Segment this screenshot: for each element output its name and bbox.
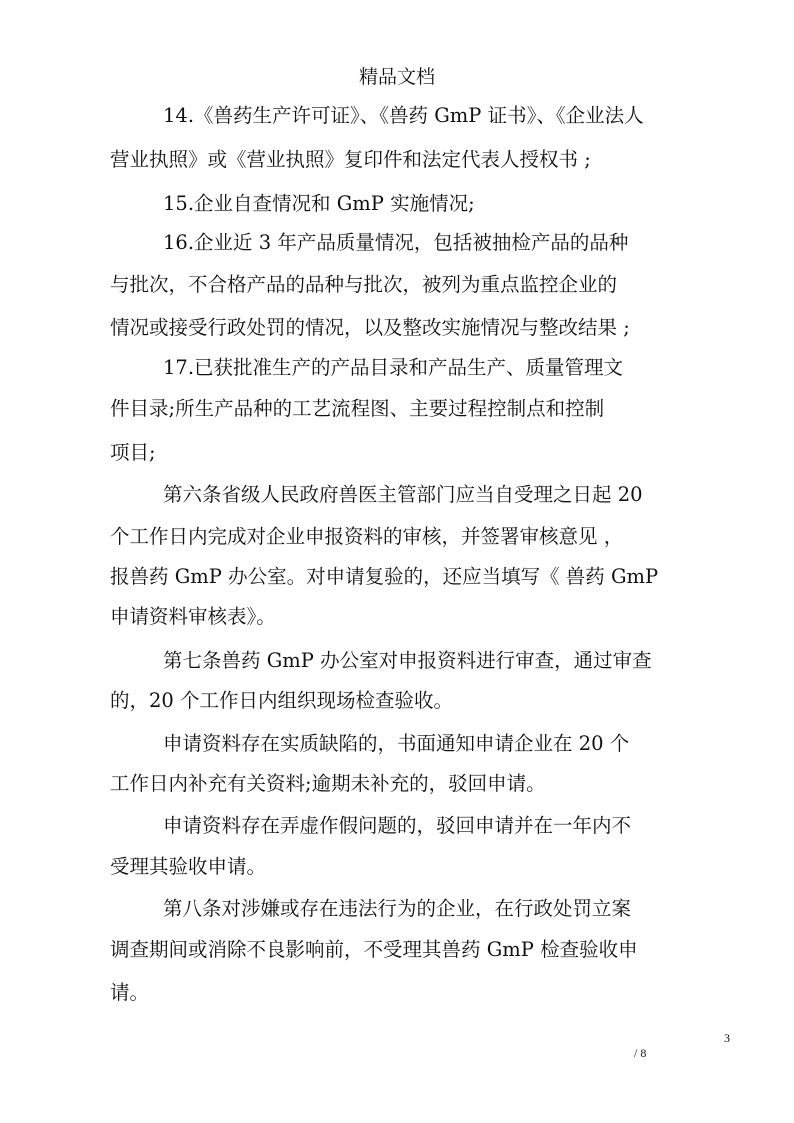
body-line: 第六条省级人民政府兽医主管部门应当自受理之日起 20 [163, 483, 643, 506]
body-line: 件目录;所生产品种的工艺流程图、主要过程控制点和控制 [110, 397, 605, 420]
page-total: / 8 [634, 1046, 647, 1060]
body-line: 调查期间或消除不良影响前，不受理其兽药 GmP 检查验收申 [110, 938, 638, 961]
body-line: 受理其验收申请。 [110, 855, 267, 878]
body-line: 与批次，不合格产品的品种与批次，被列为重点监控企业的 [110, 273, 618, 296]
body-line: 15.企业自查情况和 GmP 实施情况; [163, 192, 475, 215]
body-line: 第八条对涉嫌或存在违法行为的企业，在行政处罚立案 [163, 897, 632, 920]
page-header: 精品文档 [358, 66, 435, 88]
body-line: 请。 [110, 981, 150, 1004]
body-line: 申请资料存在实质缺陷的，书面通知申请企业在 20 个 [163, 732, 630, 755]
body-line: 申请资料存在弄虚作假问题的，驳回申请并在一年内不 [163, 814, 632, 837]
body-line: 14.《兽药生产许可证》、《兽药 GmP 证书》、《企业法人 [163, 104, 644, 127]
body-line: 情况或接受行政处罚的情况，以及整改实施情况与整改结果 ; [110, 316, 630, 339]
body-line: 个工作日内完成对企业申报资料的审核，并签署审核意见 ， [110, 525, 624, 548]
body-line: 工作日内补充有关资料;逾期未补充的，驳回申请。 [110, 772, 546, 795]
body-line: 的，20 个工作日内组织现场检查验收。 [110, 689, 454, 712]
body-line: 营业执照》或《营业执照》复印件和法定代表人授权书 ; [110, 148, 591, 171]
body-line: 报兽药 GmP 办公室。对申请复验的，还应当填写《 兽药 GmP [110, 565, 659, 588]
body-line: 17.已获批准生产的产品目录和产品生产、质量管理文 [163, 356, 624, 379]
body-line: 申请资料审核表》。 [110, 605, 276, 628]
page-number: 3 [724, 1031, 730, 1045]
body-line: 第七条兽药 GmP 办公室对申报资料进行审查，通过审查 [163, 649, 652, 672]
body-line: 16.企业近 3 年产品质量情况，包括被抽检产品的品种 [163, 231, 629, 254]
body-line: 项目; [110, 441, 156, 464]
